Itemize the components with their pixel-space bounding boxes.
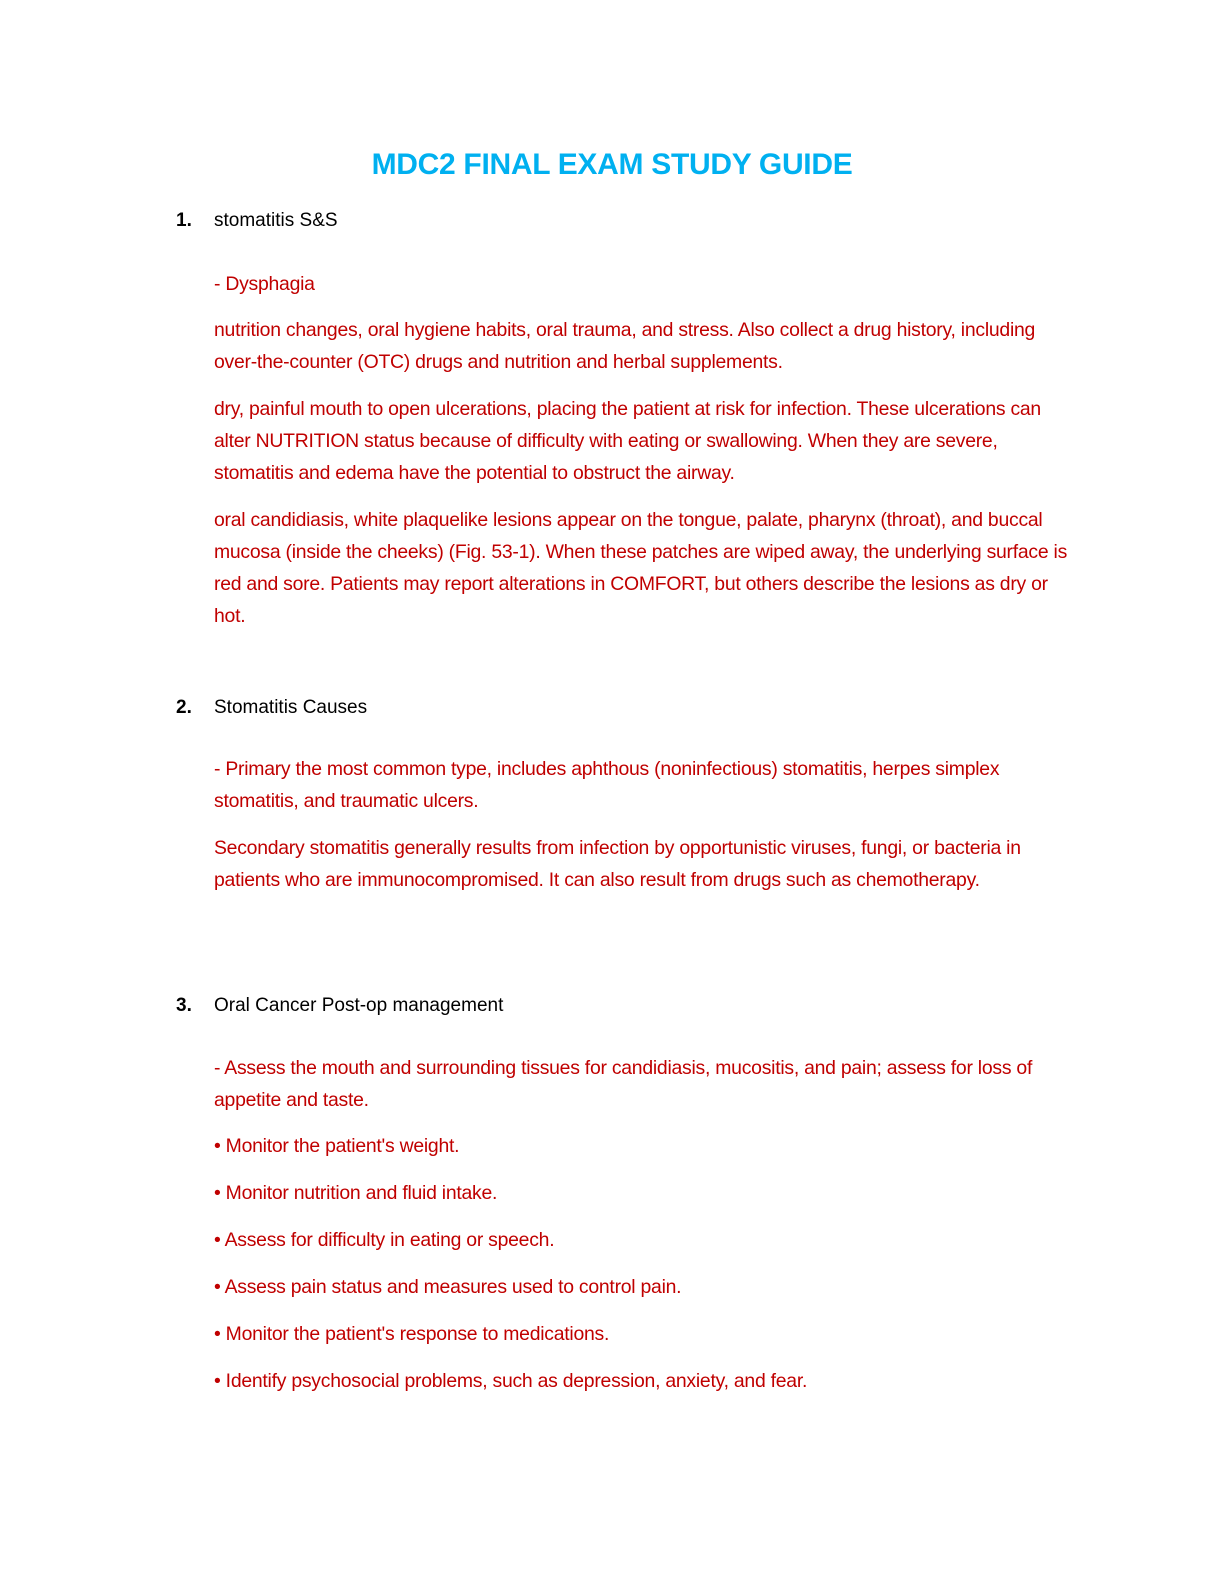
section-number: 2. <box>176 697 192 718</box>
section-heading-text: stomatitis S&S <box>214 210 338 231</box>
section-heading-text: Stomatitis Causes <box>214 697 368 718</box>
bullet-item: • Identify psychosocial problems, such as depression, anxiety, and fear. <box>214 1370 808 1392</box>
paragraph: - Primary the most common type, includes aphthous (noninfectious) stomatitis, herpes simplex stomatitis, and traumatic ulcers. <box>214 758 1000 812</box>
bullet-item: • Assess for difficulty in eating or speech. <box>214 1229 555 1251</box>
page-title: MDC2 FINAL EXAM STUDY GUIDE <box>371 148 853 181</box>
paragraph: dry, painful mouth to open ulcerations, placing the patient at risk for infection. These ulcerations can alter NUTRITION status because of difficulty with eating or swallowing. When they are severe, stomatitis and edema have the potential to obstruct the airway. <box>214 398 1041 484</box>
section-number: 3. <box>176 995 192 1016</box>
paragraph: oral candidiasis, white plaquelike lesions appear on the tongue, palate, pharynx (throat), and buccal mucosa (inside the cheeks) (Fig. 53-1). When these patches are wiped away, the underlying surface is red and sore. Patients may report alterations in COMFORT, but others describe the lesions as dry or hot. <box>214 509 1068 627</box>
section-heading-text: Oral Cancer Post-op management <box>214 995 504 1016</box>
paragraph: - Dysphagia <box>214 273 315 295</box>
section-heading-3 <box>176 993 503 1019</box>
bullet-item: • Monitor nutrition and fluid intake. <box>214 1182 498 1204</box>
paragraph: nutrition changes, oral hygiene habits, oral trauma, and stress. Also collect a drug history, including over-the-counter (OTC) drugs and nutrition and herbal supplements. <box>214 319 1036 373</box>
paragraph: - Assess the mouth and surrounding tissues for candidiasis, mucositis, and pain; assess for loss of appetite and taste. <box>214 1057 1033 1111</box>
bullet-item: • Monitor the patient's response to medications. <box>214 1323 610 1345</box>
paragraph: Secondary stomatitis generally results from infection by opportunistic viruses, fungi, or bacteria in patients who are immunocompromised. It can also result from drugs such as chemotherapy. <box>214 837 1021 891</box>
section-heading-2 <box>176 695 367 721</box>
section-number: 1. <box>176 210 192 231</box>
section-heading-1 <box>176 208 338 234</box>
bullet-item: • Assess pain status and measures used to control pain. <box>214 1276 682 1298</box>
bullet-item: • Monitor the patient's weight. <box>214 1135 460 1157</box>
